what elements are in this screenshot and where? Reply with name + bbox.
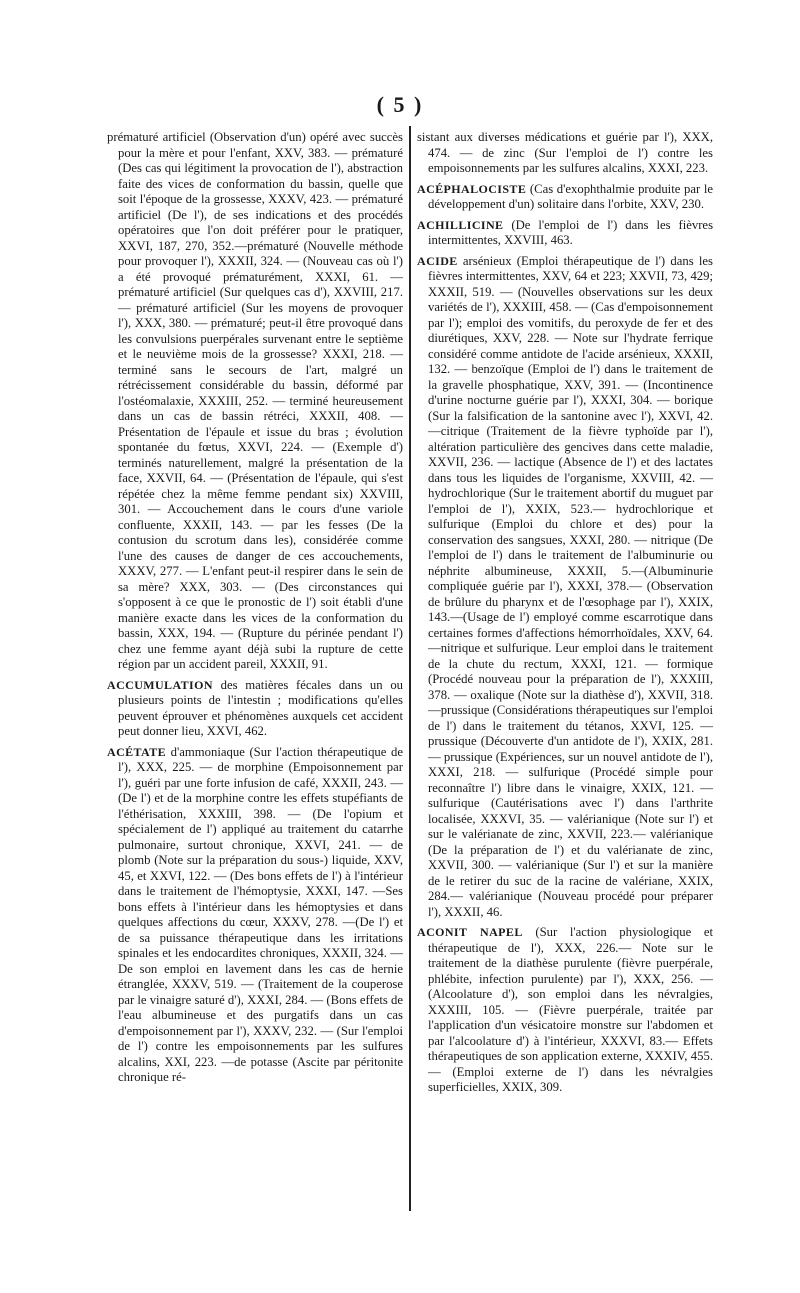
index-entry: [417, 925, 713, 1096]
index-entry: [417, 254, 713, 921]
index-entry: [417, 130, 713, 177]
entry-text: arsénieux (Emploi thérapeutique de l') dans les fièvres intermittentes, XXV, 64 et 223; XXVII, 73, 429; XXXII, 519. — (Nouvelles observations sur les deux variétés de l'), XXXIII, 458. — (Cas d'empoisonnement par l'); emploi des vomitifs, du peroxyde de fer et des diurétiques, XXV, 228. — Note sur l'hydrate ferrique considéré comme antidote de l'acide arsénieux, XXXII, 132. — benzoïque (Emploi de l') dans le traitement de la gravelle phosphatique, XXV, 391. — (Incontinence d'urine nocturne guérie par l'), XXXI, 304. — borique (Sur la falsification de la santonine avec l'), XXVI, 42.—citrique (Traitement de la fièvre typhoïde par l'), altération particulière des gencives dans cette maladie, XXVII, 236. — lactique (Absence de l') et des lactates dans tous les liquides de l'organisme, XXVIII, 42. — hydrochlorique (Sur le traitement abortif du muguet par l'emploi de l'), XXIX, 523.— hydrochlorique et sulfurique (Emploi du chlore et des) pour la conservation des sangsues, XXXI, 280. — nitrique (De l'emploi de l') dans le traitement de l'albuminurie ou néphrite albumineuse, XXXII, 5.—(Albuminurie compliquée guérie par l'), XXXI, 378.— (Observation de brûlure du pharynx et de l'œsophage par l'), XXIX, 143.—(Usage de l') employé comme escarrotique dans certaines formes d'affections hémorrhoïdales, XXV, 64.—nitrique et sulfurique. Leur emploi dans le traitement de la chute du rectum, XXXI, 121. — formique (Procédé nouveau pour la préparation de l'), XXXIII, 378. — oxalique (Note sur la diathèse d'), XXVII, 318.—prussique (Considérations thérapeutiques sur l'emploi de l') dans le traitement du tétanos, XXVI, 125. — prussique (Découverte d'un antidote de l'), XXIX, 281. — prussique (Expériences, sur un nouvel antidote de l'), XXXI, 218. — sulfurique (Procédé simple pour reconnaître l') libre dans le vinaigre, XXIX, 121. — sulfurique (Cautérisations avec l') dans l'arthrite localisée, XXXVI, 35. — valérianique (Note sur l') et sur le valérianate de zinc, XXVII, 223.— valérianique (De la préparation de l') et du valérianate de zinc, XXVII, 300. — valérianique (Sur l') et sur la manière de le retirer du suc de la racine de valériane, XXIX, 284.— valérianique (Nouveau procédé pour préparer l'), XXXII, 46.: [428, 253, 713, 919]
index-entry: [107, 678, 403, 740]
entry-text: des matières fécales dans un ou plusieurs points de l'intestin ; modifications qu'elles peuvent éprouver et phénomènes auxquels cet accident peut donner lieu, XXVI, 462.: [118, 677, 404, 738]
entry-headword: ACIDE: [417, 253, 458, 268]
entry-text: sistant aux diverses médications et guérie par l'), XXX, 474. — de zinc (Sur l'emploi de l') contre les empoisonnements par les sulfures alcalins, XXXI, 223.: [417, 130, 713, 175]
entry-text: (Sur l'action physiologique et thérapeutique de l'), XXX, 226.— Note sur le traitement de la diathèse purulente (fièvre puerpérale, phlébite, infection purulente) par l'), XXX, 256. — (Alcoolature d'), son emploi dans les névralgies, XXXIII, 105. — (Fièvre puerpérale, traitée par l'application d'un vésicatoire monstre sur l'abdomen et par l'alcoolature d') à l'intérieur, XXXVI, 83.— Effets thérapeutiques de son application externe, XXXIV, 455. — (Emploi externe de l') dans les névralgies superficielles, XXIX, 309.: [428, 925, 713, 1094]
column-divider: [409, 126, 411, 1211]
entry-headword: ACCUMULATION: [107, 677, 213, 692]
entry-headword: ACÉTATE: [107, 744, 167, 759]
entry-text: (De l'emploi de l') dans les fièvres intermittentes, XXVIII, 463.: [428, 217, 714, 247]
entry-text: (Cas d'exophthalmie produite par le développement d'un) solitaire dans l'orbite, XXV, 230.: [428, 181, 713, 211]
entry-text: d'ammoniaque (Sur l'action thérapeutique de l'), XXX, 225. — de morphine (Empoisonnement par l'), guéri par une forte infusion de café, XXXII, 243. — (De l') et de la morphine contre les effets stupéfiants de l'éthérisation, XXXIII, 398. — (De l'opium et spécialement de l') appliqué au traitement du catarrhe pulmonaire, surtout chronique, XXVI, 241. — de plomb (Note sur la préparation du sous-) liquide, XXV, 45, et XXVI, 122. — (Des bons effets de l') à l'intérieur dans le traitement de l'hémoptysie, XXXI, 147. —Ses bons effets à l'intérieur dans les hémoptysies et dans quelques affections du cœur, XXXV, 278. —(De l') et de sa puissance thérapeutique dans les irritations spinales et les endocardites chroniques, XXXII, 324. — De son emploi en lavement dans les cas de hernie étranglée, XXXV, 519. — (Traitement de la couperose par le vinaigre saturé d'), XXXI, 284. — (Bons effets de l'eau albumineuse et des purgatifs dans un cas d'empoisonnement par l'), XXXV, 232. — (Sur l'emploi de l') contre les empoisonnements par les sulfures alcalins, XXI, 223. —de potasse (Ascite par péritonite chronique ré-: [118, 744, 404, 1084]
index-entry: [417, 218, 713, 249]
index-entry: [107, 130, 403, 673]
index-entry: [417, 182, 713, 213]
entry-headword: ACONIT NAPEL: [417, 925, 523, 939]
entry-text: prématuré artificiel (Observation d'un) opéré avec succès pour la mère et pour l'enfant, XXV, 383. — prématuré (Des cas qui légitiment la provocation de l'), abstraction faite des vices de conformation du bassin, quelle que soit l'époque de la grossesse, XXXV, 423. — prématuré artificiel (De l'), de ses indications et des procédés opératoires que l'on doit préférer pour le pratiquer, XXVI, 187, 270, 352.—prématuré (Nouvelle méthode pour provoquer l'), XXXII, 324. — (Nouveau cas où l') a été provoqué prématurément, XXXI, 61. — prématuré artificiel (Sur quelques cas d'), XXVIII, 217. — prématuré artificiel (Sur les moyens de provoquer l'), XXX, 380. — prématuré; peut-il être provoqué dans les convulsions puerpérales survenant entre le septième et le neuvième mois de la grossesse? XXXI, 218. — terminé sans le secours de l'art, malgré un rétrécissement considérable du bassin, déformé par l'ostéomalaxie, XXXIII, 252. — terminé heureusement dans un cas de bassin rétréci, XXXII, 408. — Présentation de l'épaule et issue du bras ; évolution spontanée du fœtus, XXVI, 224. — (Exemple d') terminés naturellement, malgré la présentation de la face, XXVII, 64. — (Présentation de l'épaule, qui s'est répétée chez la même femme pendant six) XXVIII, 301. — Accouchement dans le cours d'une variole confluente, XXXII, 143. — par les fesses (De la contusion du scrotum dans les), considérée comme l'une des causes de danger de ces accouchements, XXXV, 277. — L'enfant peut-il respirer dans le sein de sa mère? XXX, 303. — (Des circonstances qui s'opposent à ce que le pronostic de l') soit établi d'une manière exacte dans les vices de la conformation du bassin, XXX, 194. — (Rupture du périnée pendant l') chez une femme ayant déjà subi la rupture de cette région par un accident pareil, XXXII, 91.: [107, 130, 403, 671]
right-column: [417, 130, 713, 1101]
index-entry: [107, 745, 403, 1086]
left-column: [107, 130, 403, 1091]
entry-headword: ACHILLICINE: [417, 217, 504, 232]
page-number: ( 5 ): [376, 92, 424, 117]
entry-headword: ACÉPHALOCISTE: [417, 181, 527, 196]
